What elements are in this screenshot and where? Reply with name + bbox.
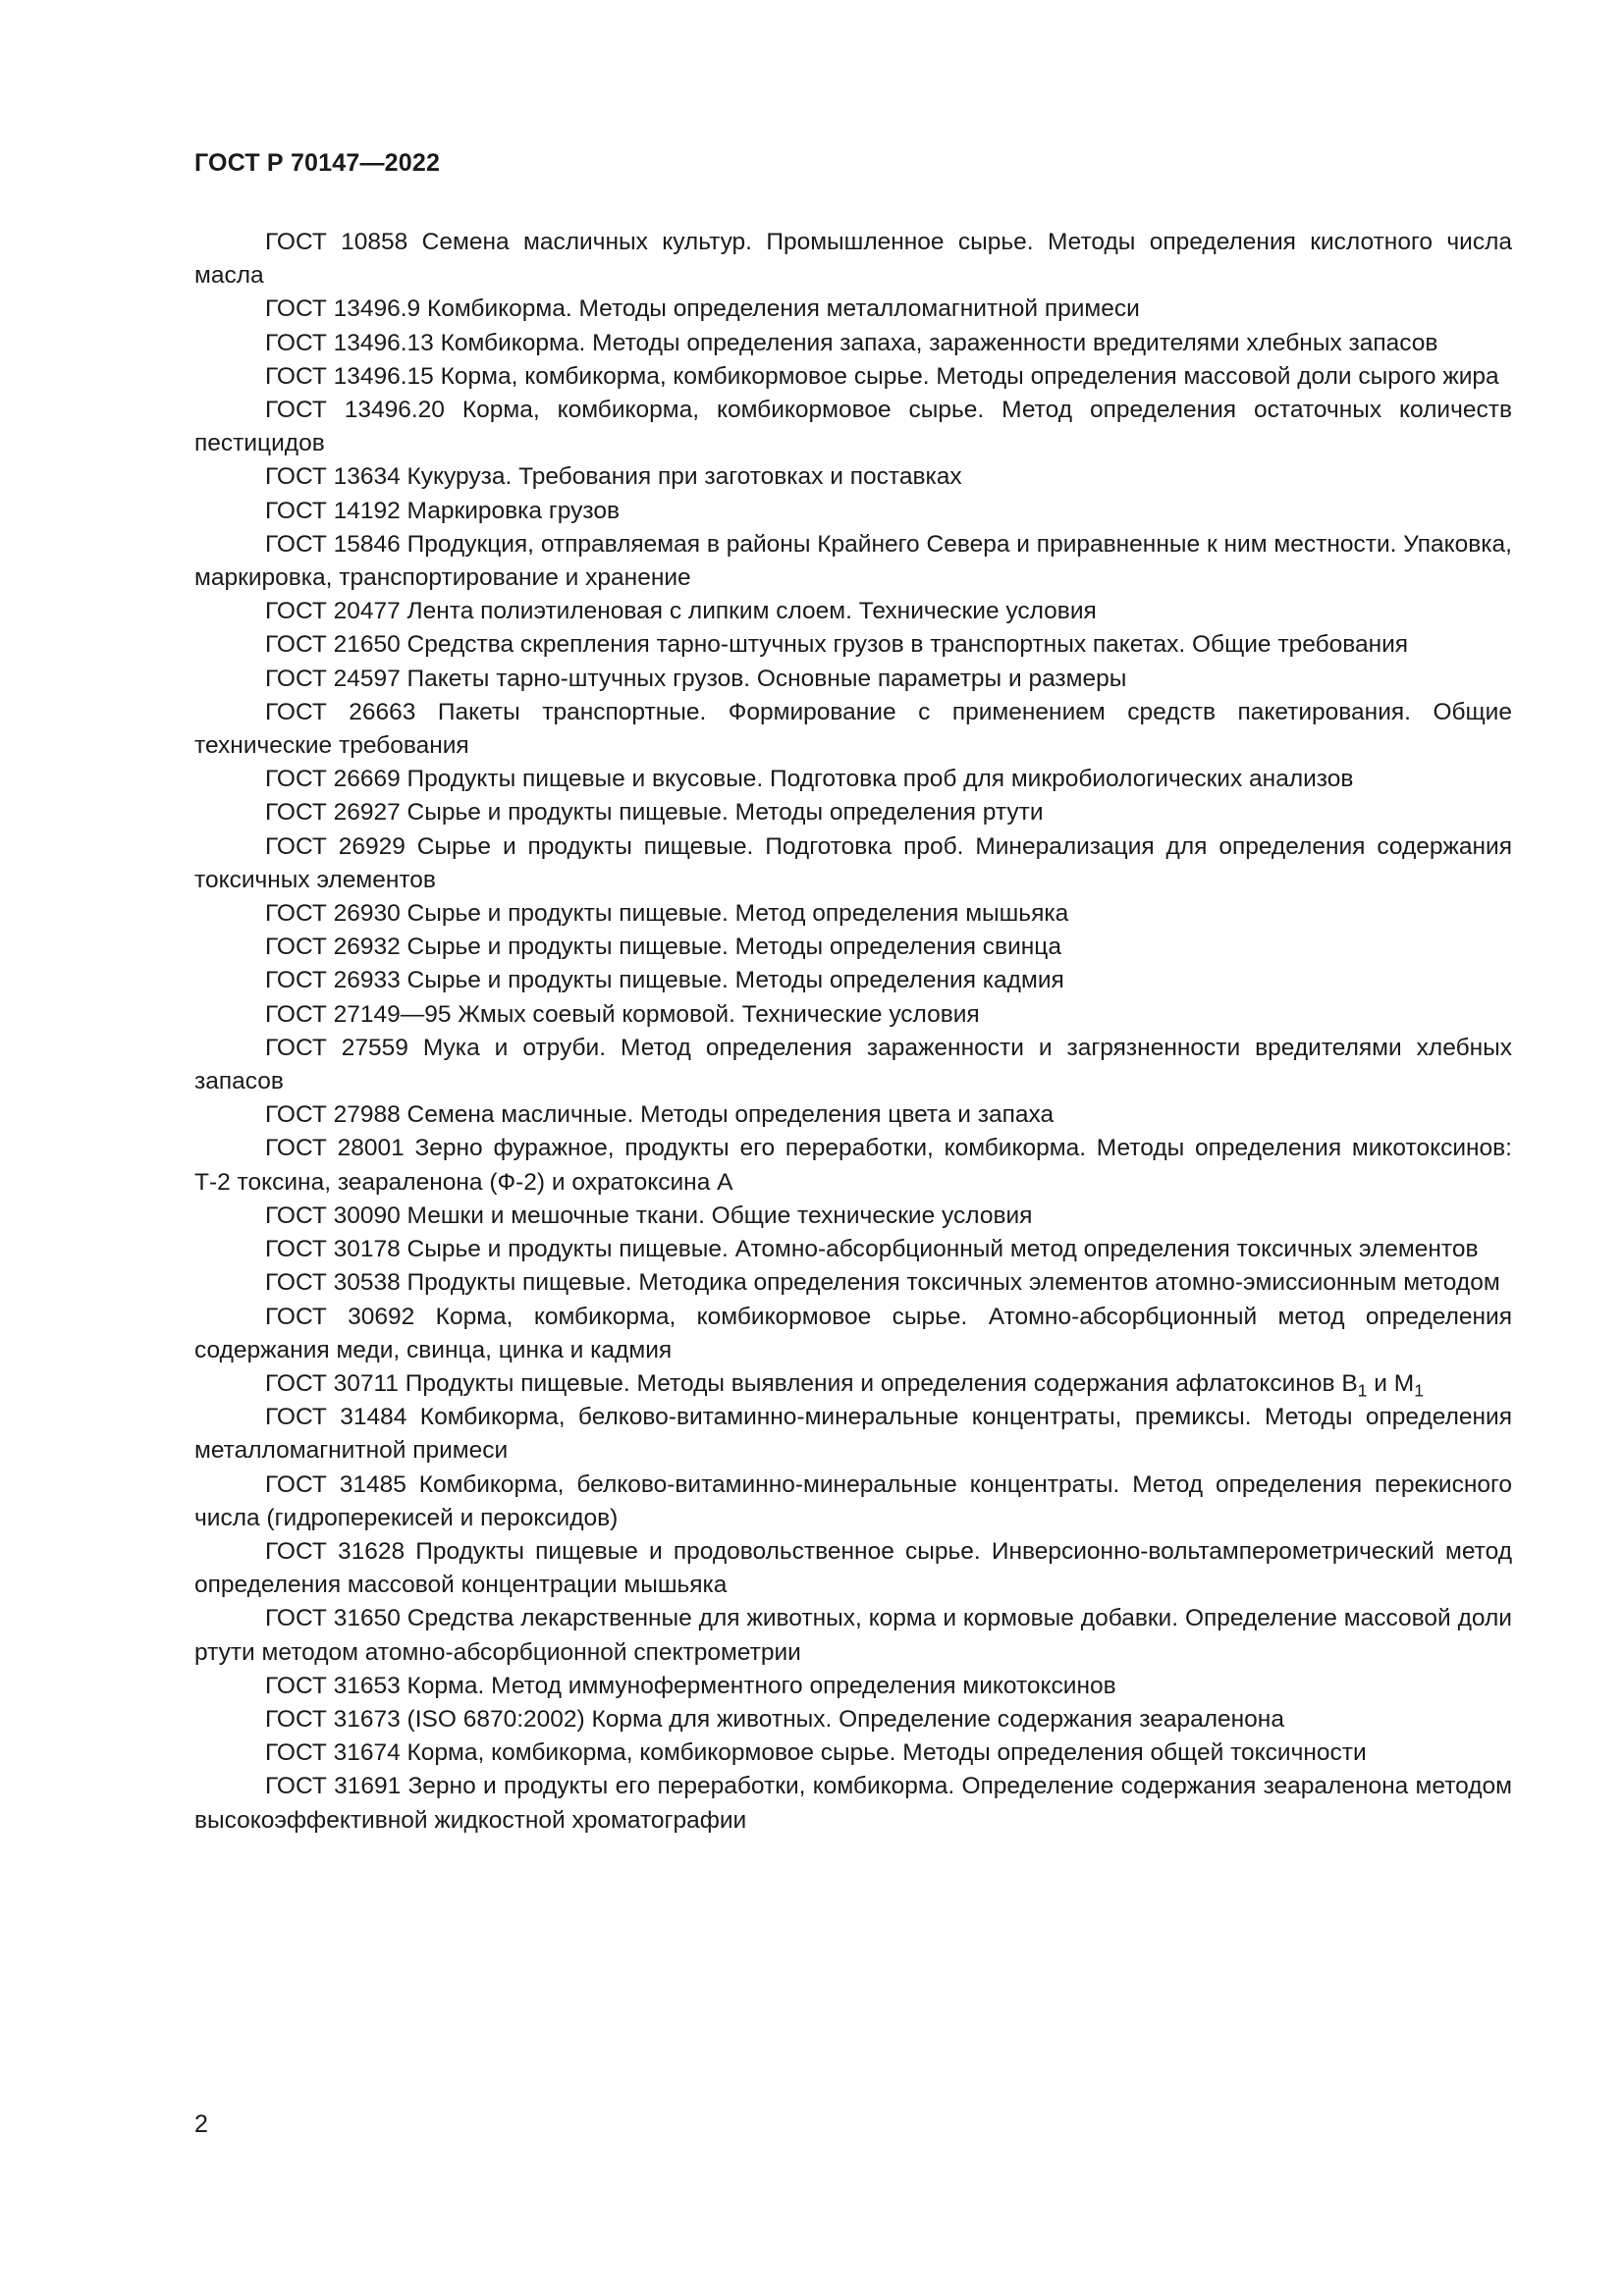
reference-item: ГОСТ 30538 Продукты пищевые. Методика определения токсичных элементов атомно-эмиссионным методом xyxy=(265,1269,1500,1297)
reference-item: ГОСТ 26669 Продукты пищевые и вкусовые. Подготовка проб для микробиологических анализов xyxy=(265,766,1354,793)
reference-item: ГОСТ 27559 Мука и отруби. Метод определения зараженности и загрязненности вредителями хлебных запасов xyxy=(194,1034,1512,1095)
reference-item-text: ГОСТ 30711 Продукты пищевые. Методы выявления и определения содержания афлатоксинов xyxy=(265,1369,1342,1397)
reference-item: ГОСТ 30178 Сырье и продукты пищевые. Атомно-абсорбционный метод определения токсичных элементов xyxy=(265,1236,1479,1263)
normative-references-list xyxy=(194,226,1512,1838)
reference-item: ГОСТ 31674 Корма, комбикорма, комбикормовое сырье. Методы определения общей токсичности xyxy=(265,1739,1367,1767)
reference-item: ГОСТ 31484 Комбикорма, белково-витаминно-минеральные концентраты, премиксы. Методы определения металломагнитной примеси xyxy=(194,1404,1512,1465)
aflatoxin-conjunction: и xyxy=(1367,1369,1394,1397)
reference-item: ГОСТ 20477 Лента полиэтиленовая с липким слоем. Технические условия xyxy=(265,598,1097,625)
page-number: 2 xyxy=(194,2110,208,2138)
reference-item: ГОСТ 26929 Сырье и продукты пищевые. Подготовка проб. Минерализация для определения содержания токсичных элементов xyxy=(194,832,1512,893)
reference-item: ГОСТ 31485 Комбикорма, белково-витаминно-минеральные концентраты. Метод определения перекисного числа (гидроперекисей и пероксидов) xyxy=(194,1470,1512,1531)
reference-item: ГОСТ 30692 Корма, комбикорма, комбикормовое сырье. Атомно-абсорбционный метод определения содержания меди, свинца, цинка и кадмия xyxy=(194,1303,1512,1363)
aflatoxin-b-subscript: 1 xyxy=(1357,1380,1368,1401)
reference-item: ГОСТ 14192 Маркировка грузов xyxy=(265,497,620,524)
reference-item: ГОСТ 10858 Семена масличных культур. Промышленное сырье. Методы определения кислотного числа масла xyxy=(194,229,1512,290)
reference-item: ГОСТ 26927 Сырье и продукты пищевые. Методы определения ртути xyxy=(265,799,1044,827)
reference-item: ГОСТ 26663 Пакеты транспортные. Формирование с применением средств пакетирования. Общие технические требования xyxy=(194,698,1512,760)
reference-item: ГОСТ 31650 Средства лекарственные для животных, корма и кормовые добавки. Определение массовой доли ртути методом атомно-абсорбционной спектрометрии xyxy=(194,1605,1512,1666)
reference-item: ГОСТ 26930 Сырье и продукты пищевые. Метод определения мышьяка xyxy=(265,900,1069,928)
reference-item: ГОСТ 31628 Продукты пищевые и продовольственное сырье. Инверсионно-вольтамперометрический метод определения массовой концентрации мышьяка xyxy=(194,1537,1512,1599)
reference-item-aflatoxins xyxy=(194,1367,1512,1401)
reference-item: ГОСТ 13496.15 Корма, комбикорма, комбикормовое сырье. Методы определения массовой доли сырого жира xyxy=(265,362,1499,390)
reference-item: ГОСТ 13496.9 Комбикорма. Методы определения металломагнитной примеси xyxy=(265,295,1140,323)
reference-item: ГОСТ 31673 (ISO 6870:2002) Корма для животных. Определение содержания зеараленона xyxy=(265,1705,1284,1733)
reference-item: ГОСТ 31691 Зерно и продукты его переработки, комбикорма. Определение содержания зеараленона методом высокоэффективной жидкостной хроматографии xyxy=(194,1773,1512,1834)
reference-item: ГОСТ 28001 Зерно фуражное, продукты его переработки, комбикорма. Методы определения микотоксинов: Т-2 токсина, зеараленона (Ф-2) и охратоксина А xyxy=(194,1135,1512,1196)
reference-item: ГОСТ 13634 Кукуруза. Требования при заготовках и поставках xyxy=(265,463,962,491)
reference-item: ГОСТ 24597 Пакеты тарно-штучных грузов. Основные параметры и размеры xyxy=(265,665,1127,692)
reference-item: ГОСТ 30090 Мешки и мешочные ткани. Общие технические условия xyxy=(265,1201,1033,1229)
reference-item: ГОСТ 15846 Продукция, отправляемая в районы Крайнего Севера и приравненные к ним местности. Упаковка, маркировка, транспортирование и хранение xyxy=(194,530,1512,592)
reference-item: ГОСТ 31653 Корма. Метод иммуноферментного определения микотоксинов xyxy=(265,1672,1116,1699)
reference-item: ГОСТ 13496.13 Комбикорма. Методы определения запаха, зараженности вредителями хлебных запасов xyxy=(265,329,1438,356)
aflatoxin-b-letter: B xyxy=(1341,1369,1358,1397)
aflatoxin-m-letter: M xyxy=(1393,1369,1415,1397)
reference-item: ГОСТ 13496.20 Корма, комбикорма, комбикормовое сырье. Метод определения остаточных количеств пестицидов xyxy=(194,397,1512,457)
reference-item: ГОСТ 21650 Средства скрепления тарно-штучных грузов в транспортных пакетах. Общие требования xyxy=(265,631,1409,659)
document-header: ГОСТ Р 70147—2022 xyxy=(194,149,441,177)
reference-item: ГОСТ 27988 Семена масличные. Методы определения цвета и запаха xyxy=(265,1101,1055,1129)
reference-item: ГОСТ 27149—95 Жмых соевый кормовой. Технические условия xyxy=(265,1000,980,1028)
reference-item: ГОСТ 26933 Сырье и продукты пищевые. Методы определения кадмия xyxy=(265,967,1064,994)
aflatoxin-m-subscript: 1 xyxy=(1414,1380,1425,1401)
reference-item: ГОСТ 26932 Сырье и продукты пищевые. Методы определения свинца xyxy=(265,934,1061,961)
